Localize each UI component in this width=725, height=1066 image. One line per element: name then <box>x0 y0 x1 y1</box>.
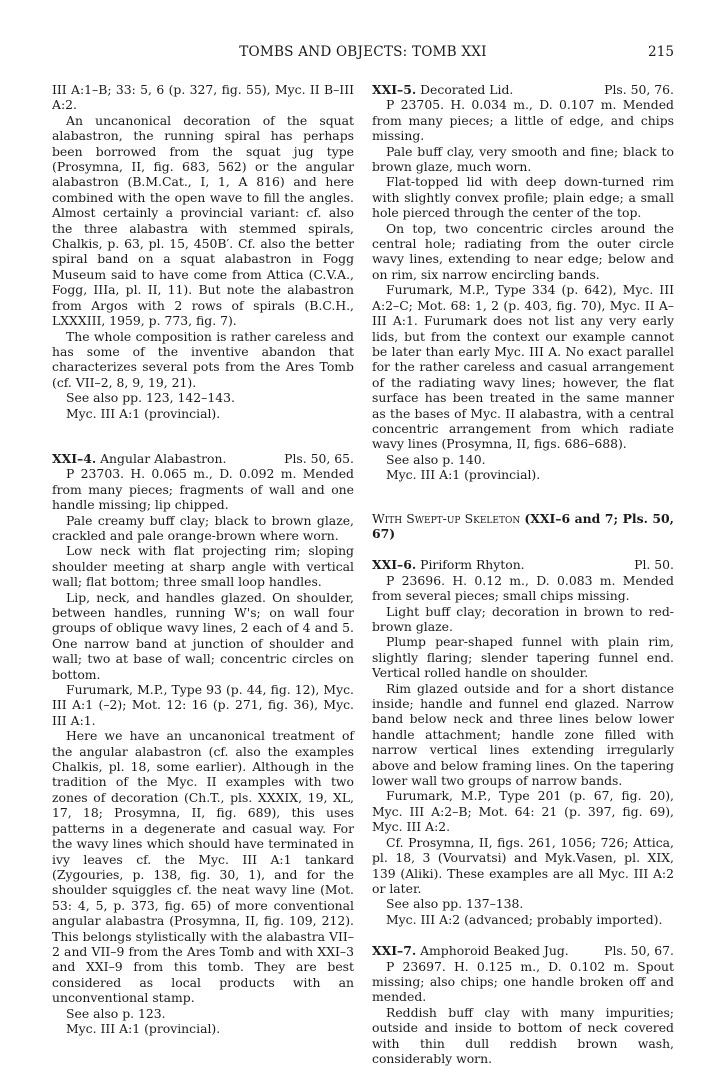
entry-id: XXI–5. <box>372 82 417 97</box>
measurements: P 23696. H. 0.12 m., D. 0.083 m. Mended from several pieces; small chips missing. <box>372 572 674 604</box>
running-header <box>52 44 674 64</box>
composition-paragraph: The whole composition is rather careless and has some of the inventive abandon that characterizes several pots from the Ares Tomb (cf. VII–2, 8, 9, 19, 21). <box>52 328 354 390</box>
section-heading <box>372 511 674 542</box>
entry-id: XXI–4. <box>52 450 97 466</box>
left-column <box>52 82 354 1036</box>
shape-description: Plump pear-shaped funnel with plain rim, slightly flaring; slender tapering funnel end. Vertical rolled handle on shoulder. <box>372 634 674 681</box>
running-title: TOMBS AND OBJECTS: TOMB XXI <box>239 44 487 60</box>
continued-paragraph: III A:1–B; 33: 5, 6 (p. 327, fig. 55), Myc. II B–III A:2. <box>52 82 354 113</box>
dating: Myc. III A:1 (provincial). <box>66 405 221 421</box>
shape-description: Low neck with flat projecting rim; sloping shoulder meeting at sharp angle with vertical wall; flat bottom; three small loop handles. <box>52 543 354 590</box>
plate-refs: Pls. 50, 76. <box>604 82 674 97</box>
clay-description: Pale buff clay, very smooth and fine; black to brown glaze, much worn. <box>372 143 674 175</box>
entry-title: Amphoroid Beaked Jug. <box>420 943 569 959</box>
see-also: See also p. 140. <box>386 451 486 467</box>
entry-heading-xxi-5 <box>372 82 674 97</box>
see-also: See also pp. 137–138. <box>386 896 524 912</box>
furumark-reference: Furumark, M.P., Type 93 (p. 44, fig. 12), Myc. III A:1 (–2); Mot. 12: 16 (p. 271, fig. 36), Myc. III A:1. <box>52 682 354 728</box>
entry-id: XXI–7. <box>372 943 417 959</box>
clay-description: Reddish buff clay with many impurities; outside and inside to bottom of neck covered with thin dull reddish brown wash, considerably worn. <box>372 1004 674 1066</box>
plate-refs: Pls. 50, 65. <box>284 450 354 466</box>
right-column <box>372 82 674 1066</box>
shape-description: Flat-topped lid with deep down-turned rim with slightly convex profile; plain edge; a small hole pierced through the center of the top. <box>372 174 674 221</box>
see-also: See also p. 123. <box>66 1005 166 1021</box>
entry-title: Angular Alabastron. <box>100 450 227 466</box>
comparanda: Cf. Prosymna, II, figs. 261, 1056; 726; Attica, pl. 18, 3 (Vourvatsi) and Myk.Vasen, pl. XIX, 139 (Aliki). These examples are all Myc. III A:2 or later. <box>372 834 674 896</box>
entry-title: Piriform Rhyton. <box>420 557 525 573</box>
decoration-description: Rim glazed outside and for a short distance inside; handle and funnel end glazed. Narrow band below neck and three lines below lower handle attachment; handle zone filled with narrow vertical lines extending irregularly above and below framing lines. On the tapering lower wall two groups of narrow bands. <box>372 680 674 789</box>
entry-heading-xxi-4 <box>52 451 354 466</box>
measurements: P 23705. H. 0.034 m., D. 0.107 m. Mended from many pieces; a little of edge, and chips missing. <box>372 97 674 144</box>
page-number: 215 <box>648 44 674 60</box>
measurements: P 23697. H. 0.125 m., D. 0.102 m. Spout missing; also chips; one handle broken off and mended. <box>372 958 674 1005</box>
entry-title: Decorated Lid. <box>420 82 514 97</box>
furumark-reference: Furumark, M.P., Type 334 (p. 642), Myc. III A:2–C; Mot. 68: 1, 2 (p. 403, fig. 70), Myc. II A–III A:1. Furumark does not list any very early lids, but from the context our example cannot be later than early Myc. III A. No exact parallel for the rather careless and casual arrangement of the radiating wavy lines; however, the flat surface has been treated in the same manner as the bases of Myc. II alabastra, with a central concentric arrangement from which radiate wavy lines (Prosymna, II, figs. 686–688). <box>372 282 674 452</box>
dating: Myc. III A:1 (provincial). <box>66 1020 221 1036</box>
clay-description: Light buff clay; decoration in brown to red-brown glaze. <box>372 603 674 634</box>
see-also: See also pp. 123, 142–143. <box>66 390 235 406</box>
dating: Myc. III A:1 (provincial). <box>386 467 541 483</box>
uncanonical-paragraph: An uncanonical decoration of the squat alabastron, the running spiral has perhaps been borrowed from the squat jug type (Prosymna, II, fig. 683, 562) or the angular alabastron (B.M.Cat., I, 1, A 816) and here combined with the open wave to fill the angles. Almost certainly a provincial variant: cf. also the three alabastra with stemmed spirals, Chalkis, p. 63, pl. 15, 450B′. Cf. also the better spiral band on a squat alabastron in Fogg Museum said to have come from Attica (C.V.A., Fogg, IIIa, pl. II, 11). But note the alabastron from Argos with 2 rows of spirals (B.C.H., LXXXIII, 1959, p. 773, fig. 7). <box>52 112 354 329</box>
decoration-description: On top, two concentric circles around the central hole; radiating from the outer circle wavy lines, extending to near edge; below and on rim, six narrow encircling bands. <box>372 220 674 282</box>
plate-refs: Pls. 50, 67. <box>604 943 674 959</box>
furumark-reference: Furumark, M.P., Type 201 (p. 67, fig. 20), Myc. III A:2–B; Mot. 64: 21 (p. 397, fig. 69), Myc. III A:2. <box>372 788 674 835</box>
decoration-description: Lip, neck, and handles glazed. On shoulder, between handles, running W's; on wall four groups of oblique wavy lines, 2 each of 4 and 5. One narrow band at junction of shoulder and wall; two at base of wall; concentric circles on bottom. <box>52 589 354 682</box>
plate-refs: Pl. 50. <box>634 557 674 573</box>
dating: Myc. III A:2 (advanced; probably imported). <box>386 911 663 927</box>
clay-description: Pale creamy buff clay; black to brown glaze, crackled and pale orange-brown where worn. <box>52 512 354 543</box>
section-refs: (XXI–6 and 7; Pls. 50, 67) <box>372 510 674 541</box>
section-label: With Swept-up Skeleton <box>372 510 521 526</box>
entry-heading-xxi-7 <box>372 943 674 958</box>
entry-id: XXI–6. <box>372 557 417 573</box>
measurements: P 23703. H. 0.065 m., D. 0.092 m. Mended from many pieces; fragments of wall and one handle missing; lip chipped. <box>52 466 354 513</box>
discussion-paragraph: Here we have an uncanonical treatment of the angular alabastron (cf. also the examples Chalkis, pl. 18, some earlier). Although in the tradition of the Myc. II examples with two zones of decoration (Ch.T., pls. XXXIX, 19, XL, 17, 18; Prosymna, II, fig. 689), this uses patterns in a degenerate and casual way. For the wavy lines which should have terminated in ivy leaves cf. the Myc. III A:1 tankard (Zygouries, p. 138, fig. 30, 1), and for the shoulder squiggles cf. the neat wavy line (Mot. 53: 4, 5, p. 373, fig. 65) of more conventional angular alabastra (Prosymna, II, fig. 109, 212). This belongs stylistically with the alabastra VII–2 and VII–9 from the Ares Tomb and with XXI–3 and XXI–9 from this tomb. They are best considered as local products with an unconventional stamp. <box>52 728 354 1006</box>
entry-heading-xxi-6 <box>372 557 674 572</box>
